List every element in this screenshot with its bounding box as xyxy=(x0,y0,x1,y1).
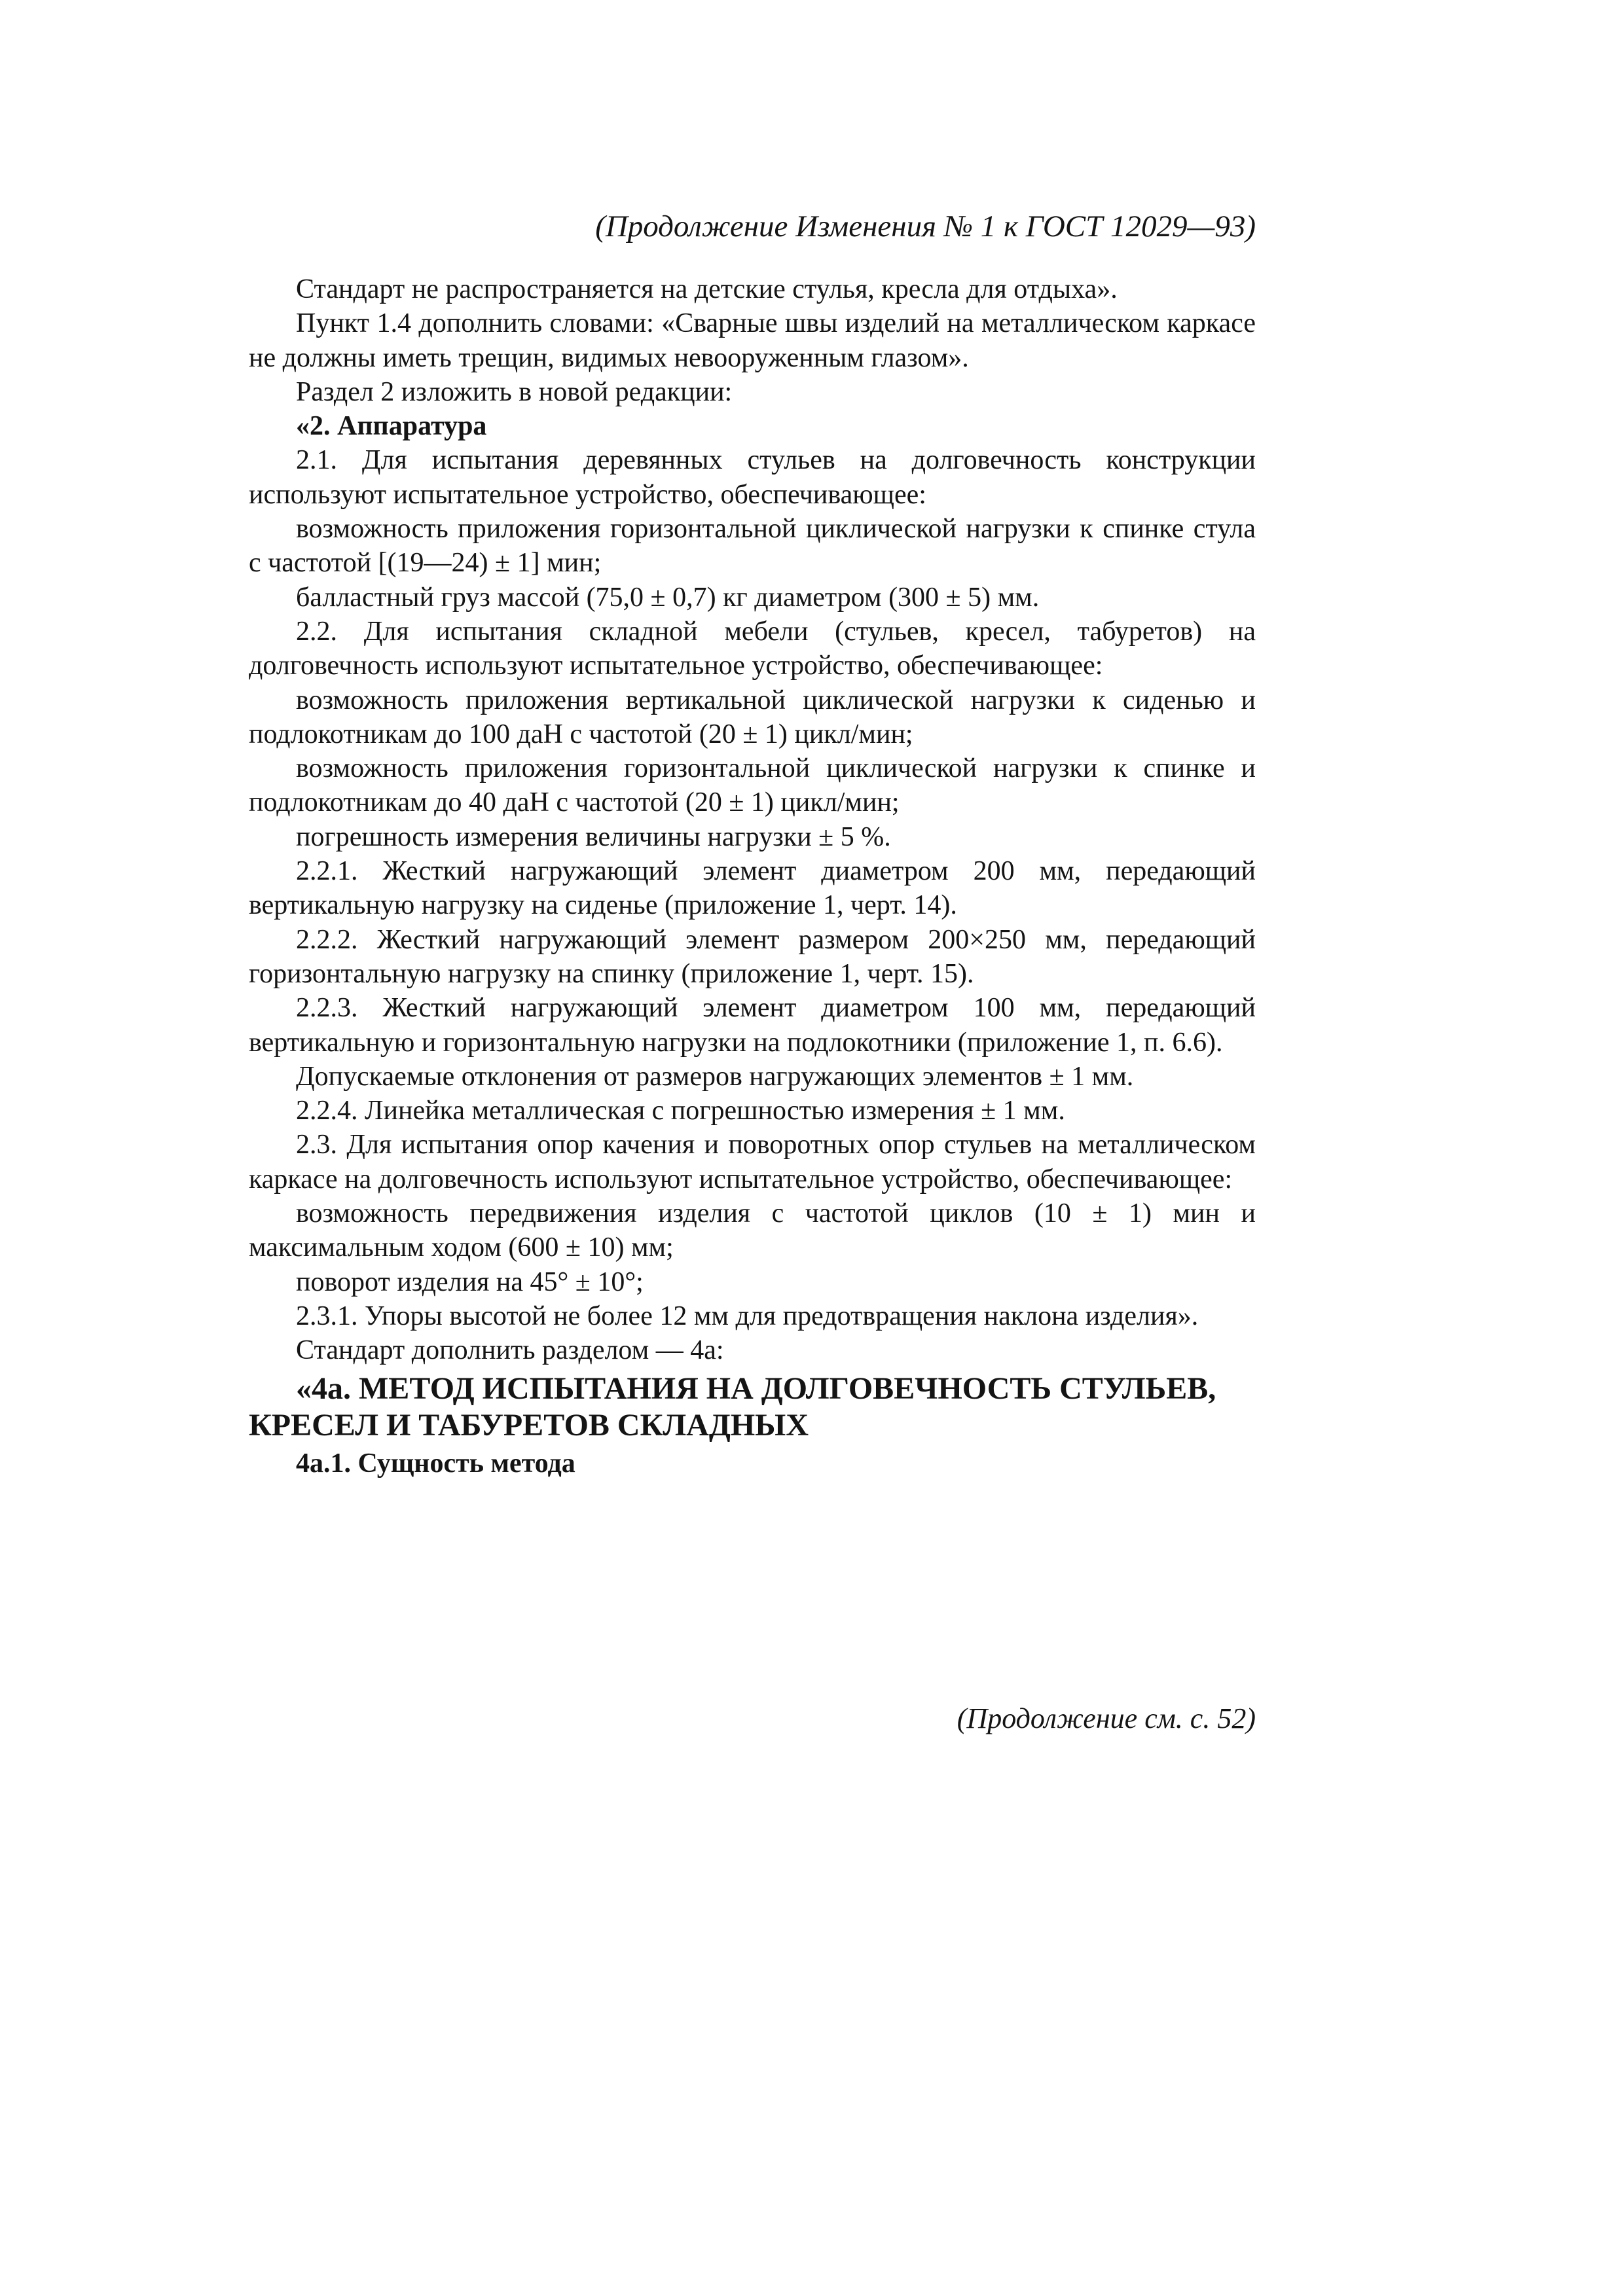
paragraph: 2.1. Для испытания деревянных стульев на долговечность конструкции используют испытательное устройство, обеспечивающее: xyxy=(249,445,1256,510)
paragraph: 2.2. Для испытания складной мебели (стульев, кресел, табуретов) на долговечность используют испытательное устройство, обеспечивающее: xyxy=(249,616,1256,681)
paragraph: 2.2.1. Жесткий нагружающий элемент диаметром 200 мм, передающий вертикальную нагрузку на сиденье (приложение 1, черт. 14). xyxy=(249,856,1256,921)
section-title: «4а. МЕТОД ИСПЫТАНИЯ НА ДОЛГОВЕЧНОСТЬ СТУЛЬЕВ, КРЕСЕЛ И ТАБУРЕТОВ СКЛАДНЫХ xyxy=(249,1371,1216,1443)
paragraph: 2.2.2. Жесткий нагружающий элемент размером 200×250 мм, передающий горизонтальную нагрузку на спинку (приложение 1, черт. 15). xyxy=(249,924,1256,989)
paragraph: Пункт 1.4 дополнить словами: «Сварные швы изделий на металлическом каркасе не должны иметь трещин, видимых невооруженным глазом». xyxy=(249,308,1256,373)
paragraph: 2.2.4. Линейка металлическая с погрешностью измерения ± 1 мм. xyxy=(296,1096,1065,1126)
paragraph: поворот изделия на 45° ± 10°; xyxy=(296,1266,644,1297)
page-footer: (Продолжение см. с. 52) xyxy=(957,1702,1256,1734)
paragraph: возможность приложения вертикальной циклической нагрузки к сиденью и подлокотникам до 100 даН с частотой (20 ± 1) цикл/мин; xyxy=(249,685,1256,749)
paragraph: погрешность измерения величины нагрузки ± 5 %. xyxy=(296,821,891,852)
paragraph: Стандарт не распространяется на детские стулья, кресла для отдыха». xyxy=(296,274,1118,304)
paragraph: Стандарт дополнить разделом — 4а: xyxy=(296,1335,724,1366)
paragraph: возможность приложения горизонтальной циклической нагрузки к спинке и подлокотникам до 40 даН с частотой (20 ± 1) цикл/мин; xyxy=(249,753,1256,818)
paragraph: возможность передвижения изделия с частотой циклов (10 ± 1) мин и максимальным ходом (600 ± 10) мм; xyxy=(249,1198,1256,1263)
paragraph: балластный груз массой (75,0 ± 0,7) кг диаметром (300 ± 5) мм. xyxy=(296,582,1040,613)
paragraph: 2.2.3. Жесткий нагружающий элемент диаметром 100 мм, передающий вертикальную и горизонтальную нагрузки на подлокотники (приложение 1, п. 6.6). xyxy=(249,993,1256,1058)
subsection-heading: «2. Аппаратура xyxy=(296,411,487,442)
paragraph: 2.3. Для испытания опор качения и поворотных опор стульев на металлическом каркасе на долговечность используют испытательное устройство, обеспечивающее: xyxy=(249,1130,1256,1194)
page-header: (Продолжение Изменения № 1 к ГОСТ 12029—93) xyxy=(595,209,1256,243)
subsection-heading: 4а.1. Сущность метода xyxy=(296,1448,575,1479)
paragraph: Раздел 2 изложить в новой редакции: xyxy=(296,376,733,407)
paragraph: возможность приложения горизонтальной циклической нагрузки к спинке стула с частотой [(19—24) ± 1] мин; xyxy=(249,514,1256,579)
paragraph: Допускаемые отклонения от размеров нагружающих элементов ± 1 мм. xyxy=(296,1061,1134,1092)
document-body xyxy=(249,272,1256,1480)
paragraph: 2.3.1. Упоры высотой не более 12 мм для предотвращения наклона изделия». xyxy=(296,1300,1199,1331)
